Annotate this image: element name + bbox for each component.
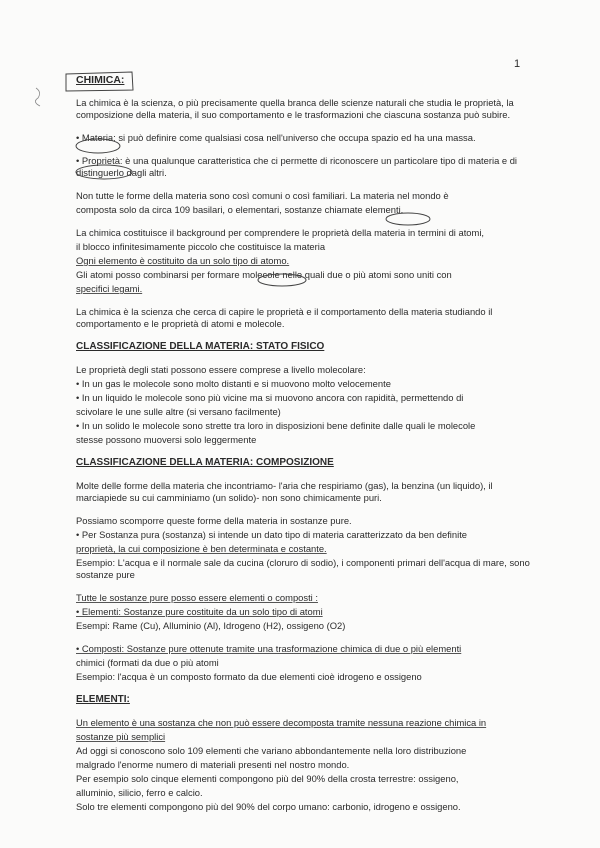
elementi-oggi-2: malgrado l'enorme numero di materiali presenti nel nostro mondo. — [76, 759, 350, 770]
elementi-crosta-1: Per esempio solo cinque elementi compongono più del 90% della crosta terrestre: ossigeno, — [76, 773, 459, 784]
forme-line-2: composta solo da circa 109 basilari, o elementari, sostanze chiamate elementi. — [76, 204, 404, 215]
document-body — [76, 74, 536, 815]
capire-paragraph: La chimica è la scienza che cerca di capire le proprietà e il comportamento della materia studiando il comportamento e le proprietà di atomi e molecole. — [76, 306, 493, 329]
elementi-corpo: Solo tre elementi compongono più del 90% del corpo umano: carbonio, idrogeno e ossigeno. — [76, 801, 461, 812]
stato-liquido-2: scivolare le une sulle altre (si versano facilmente) — [76, 406, 281, 417]
chimica-intro: La chimica è la scienza, o più precisamente quella branca delle scienze naturali che studia le proprietà, la composizione della materia, il suo comportamento e le trasformazioni che ciascuna sostanza può subire. — [76, 97, 514, 120]
composti-line-1: • Composti: Sostanze pure ottenute tramite una trasformazione chimica di due o più elementi — [76, 643, 462, 654]
materia-definition: • Materia: si può definire come qualsiasi cosa nell'universo che occupa spazio ed ha una massa. — [76, 132, 476, 143]
elementi-crosta-2: alluminio, silicio, ferro e calcio. — [76, 787, 203, 798]
stato-liquido-1: • In un liquido le molecole sono più vicine ma si muovono ancora con rapidità, permettendo di — [76, 392, 464, 403]
composti-line-2: chimici (formati da due o più atomi — [76, 657, 219, 668]
composizione-tutte: Tutte le sostanze pure posso essere elementi o composti : — [76, 592, 318, 603]
heading-elementi: ELEMENTI: — [76, 694, 130, 705]
proprieta-definition: • Proprietà: è una qualunque caratteristica che ci permette di riconoscere un particolare tipo di materia e di distinguerlo dagli altri. — [76, 155, 518, 178]
forme-line-1: Non tutte le forme della materia sono così comuni o così familiari. La materia nel mondo è — [76, 190, 449, 201]
background-line-1: La chimica costituisce il background per comprendere le proprietà della materia in termini di atomi, — [76, 227, 485, 238]
elementi-def-1: Un elemento è una sostanza che non può essere decomposta tramite nessuna reazione chimica in — [76, 717, 487, 728]
stato-intro: Le proprietà degli stati possono essere comprese a livello molecolare: — [76, 364, 366, 375]
composizione-esempi: Esempi: Rame (Cu), Alluminio (Al), Idrogeno (H2), ossigeno (O2) — [76, 620, 346, 631]
heading-stato-fisico: CLASSIFICAZIONE DELLA MATERIA: STATO FISICO — [76, 341, 325, 352]
background-line-2: il blocco infinitesimamente piccolo che costituisce la materia — [76, 241, 326, 252]
background-line-4: Gli atomi posso combinarsi per formare molecole nelle quali due o più atomi sono uniti con — [76, 269, 452, 280]
sostanza-line-1: • Per Sostanza pura (sostanza) si intende un dato tipo di materia caratterizzato da ben definite — [76, 529, 468, 540]
heading-chimica: CHIMICA: — [76, 74, 125, 86]
stato-solido-1: • In un solido le molecole sono strette tra loro in disposizioni bene definite dalle quali le molecole — [76, 420, 476, 431]
composizione-elementi: • Elementi: Sostanze pure costituite da un solo tipo di atomi — [76, 606, 323, 617]
composizione-intro: Molte delle forme della materia che incontriamo- l'aria che respiriamo (gas), la benzina (un liquido), il marciapiede su cui camminiamo (un solido)- non sono chimicamente puri. — [76, 480, 493, 503]
stato-solido-2: stesse possono muoversi solo leggermente — [76, 434, 257, 445]
margin-scribble-mark — [35, 88, 40, 106]
stato-gas: • In un gas le molecole sono molto distanti e si muovono molto velocemente — [76, 378, 391, 389]
page-number: 1 — [514, 58, 521, 70]
composizione-esempio-1: Esempio: L'acqua e il normale sale da cucina (cloruro di sodio), i componenti primari dell'acqua di mare, sono sostanze pure — [76, 557, 530, 580]
heading-composizione: CLASSIFICAZIONE DELLA MATERIA: COMPOSIZIONE — [76, 457, 334, 468]
composizione-esempio-2: Esempio: l'acqua è un composto formato da due elementi cioè idrogeno e ossigeno — [76, 671, 422, 682]
background-line-3: Ogni elemento è costituito da un solo tipo di atomo. — [76, 255, 290, 266]
elementi-oggi-1: Ad oggi si conoscono solo 109 elementi che variano abbondantemente nella loro distribuzione — [76, 745, 467, 756]
composizione-scomporre: Possiamo scomporre queste forme della materia in sostanze pure. — [76, 515, 352, 526]
elementi-def-2: sostanze più semplici — [76, 731, 166, 742]
background-line-5: specifici legami. — [76, 283, 143, 294]
sostanza-line-2: proprietà, la cui composizione è ben determinata e costante. — [76, 543, 327, 554]
